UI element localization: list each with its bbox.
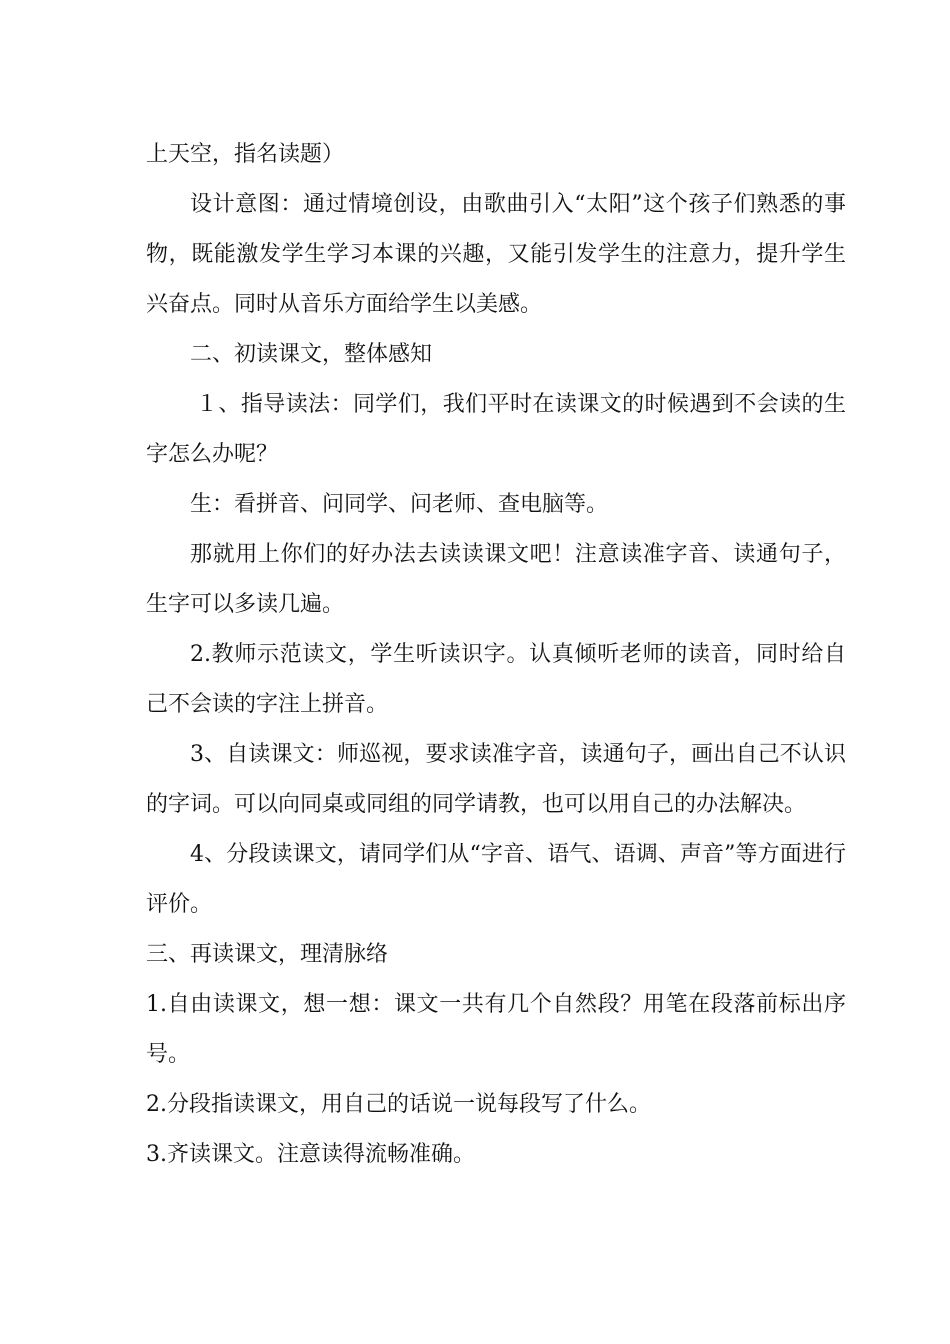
paragraph-student-answer: 生：看拼音、问同学、问老师、查电脑等。 — [190, 492, 609, 517]
paragraph-step-2: 2.教师示范读文，学生听读识字。认真倾听老师的读音，同时给自己不会读的字注上拼音。 — [146, 642, 846, 717]
paragraph-step-1: １、指导读法：同学们，我们平时在读课文的时候遇到不会读的生字怎么办呢？ — [146, 392, 846, 467]
paragraph-step-3: 3、自读课文：师巡视，要求读准字音，读通句子，画出自己不认识的字词。可以向同桌或同组的同学请教，也可以用自己的办法解决。 — [146, 742, 846, 817]
list-item-1: 1.自由读课文，想一想：课文一共有几个自然段？用笔在段落前标出序号。 — [146, 992, 846, 1067]
list-item-3: 3.齐读课文。注意读得流畅准确。 — [146, 1142, 475, 1167]
list-item-2: 2.分段指读课文，用自己的话说一说每段写了什么。 — [146, 1092, 651, 1117]
paragraph-instruction: 那就用上你们的好办法去读读课文吧！注意读准字音、读通句子，生字可以多读几遍。 — [146, 542, 846, 617]
paragraph-continuation: 上天空，指名读题） — [146, 142, 345, 167]
paragraph-design-intent: 设计意图：通过情境创设，由歌曲引入“太阳”这个孩子们熟悉的事物，既能激发学生学习本课的兴趣，又能引发学生的注意力，提升学生兴奋点。同时从音乐方面给学生以美感。 — [146, 192, 846, 317]
paragraph-step-4: 4、分段读课文，请同学们从“字音、语气、语调、声音”等方面进行评价。 — [146, 842, 846, 917]
section-heading-first-reading: 二、初读课文，整体感知 — [190, 342, 433, 367]
document-body — [146, 130, 846, 1180]
section-heading-reread: 三、再读课文，理清脉络 — [146, 942, 389, 967]
